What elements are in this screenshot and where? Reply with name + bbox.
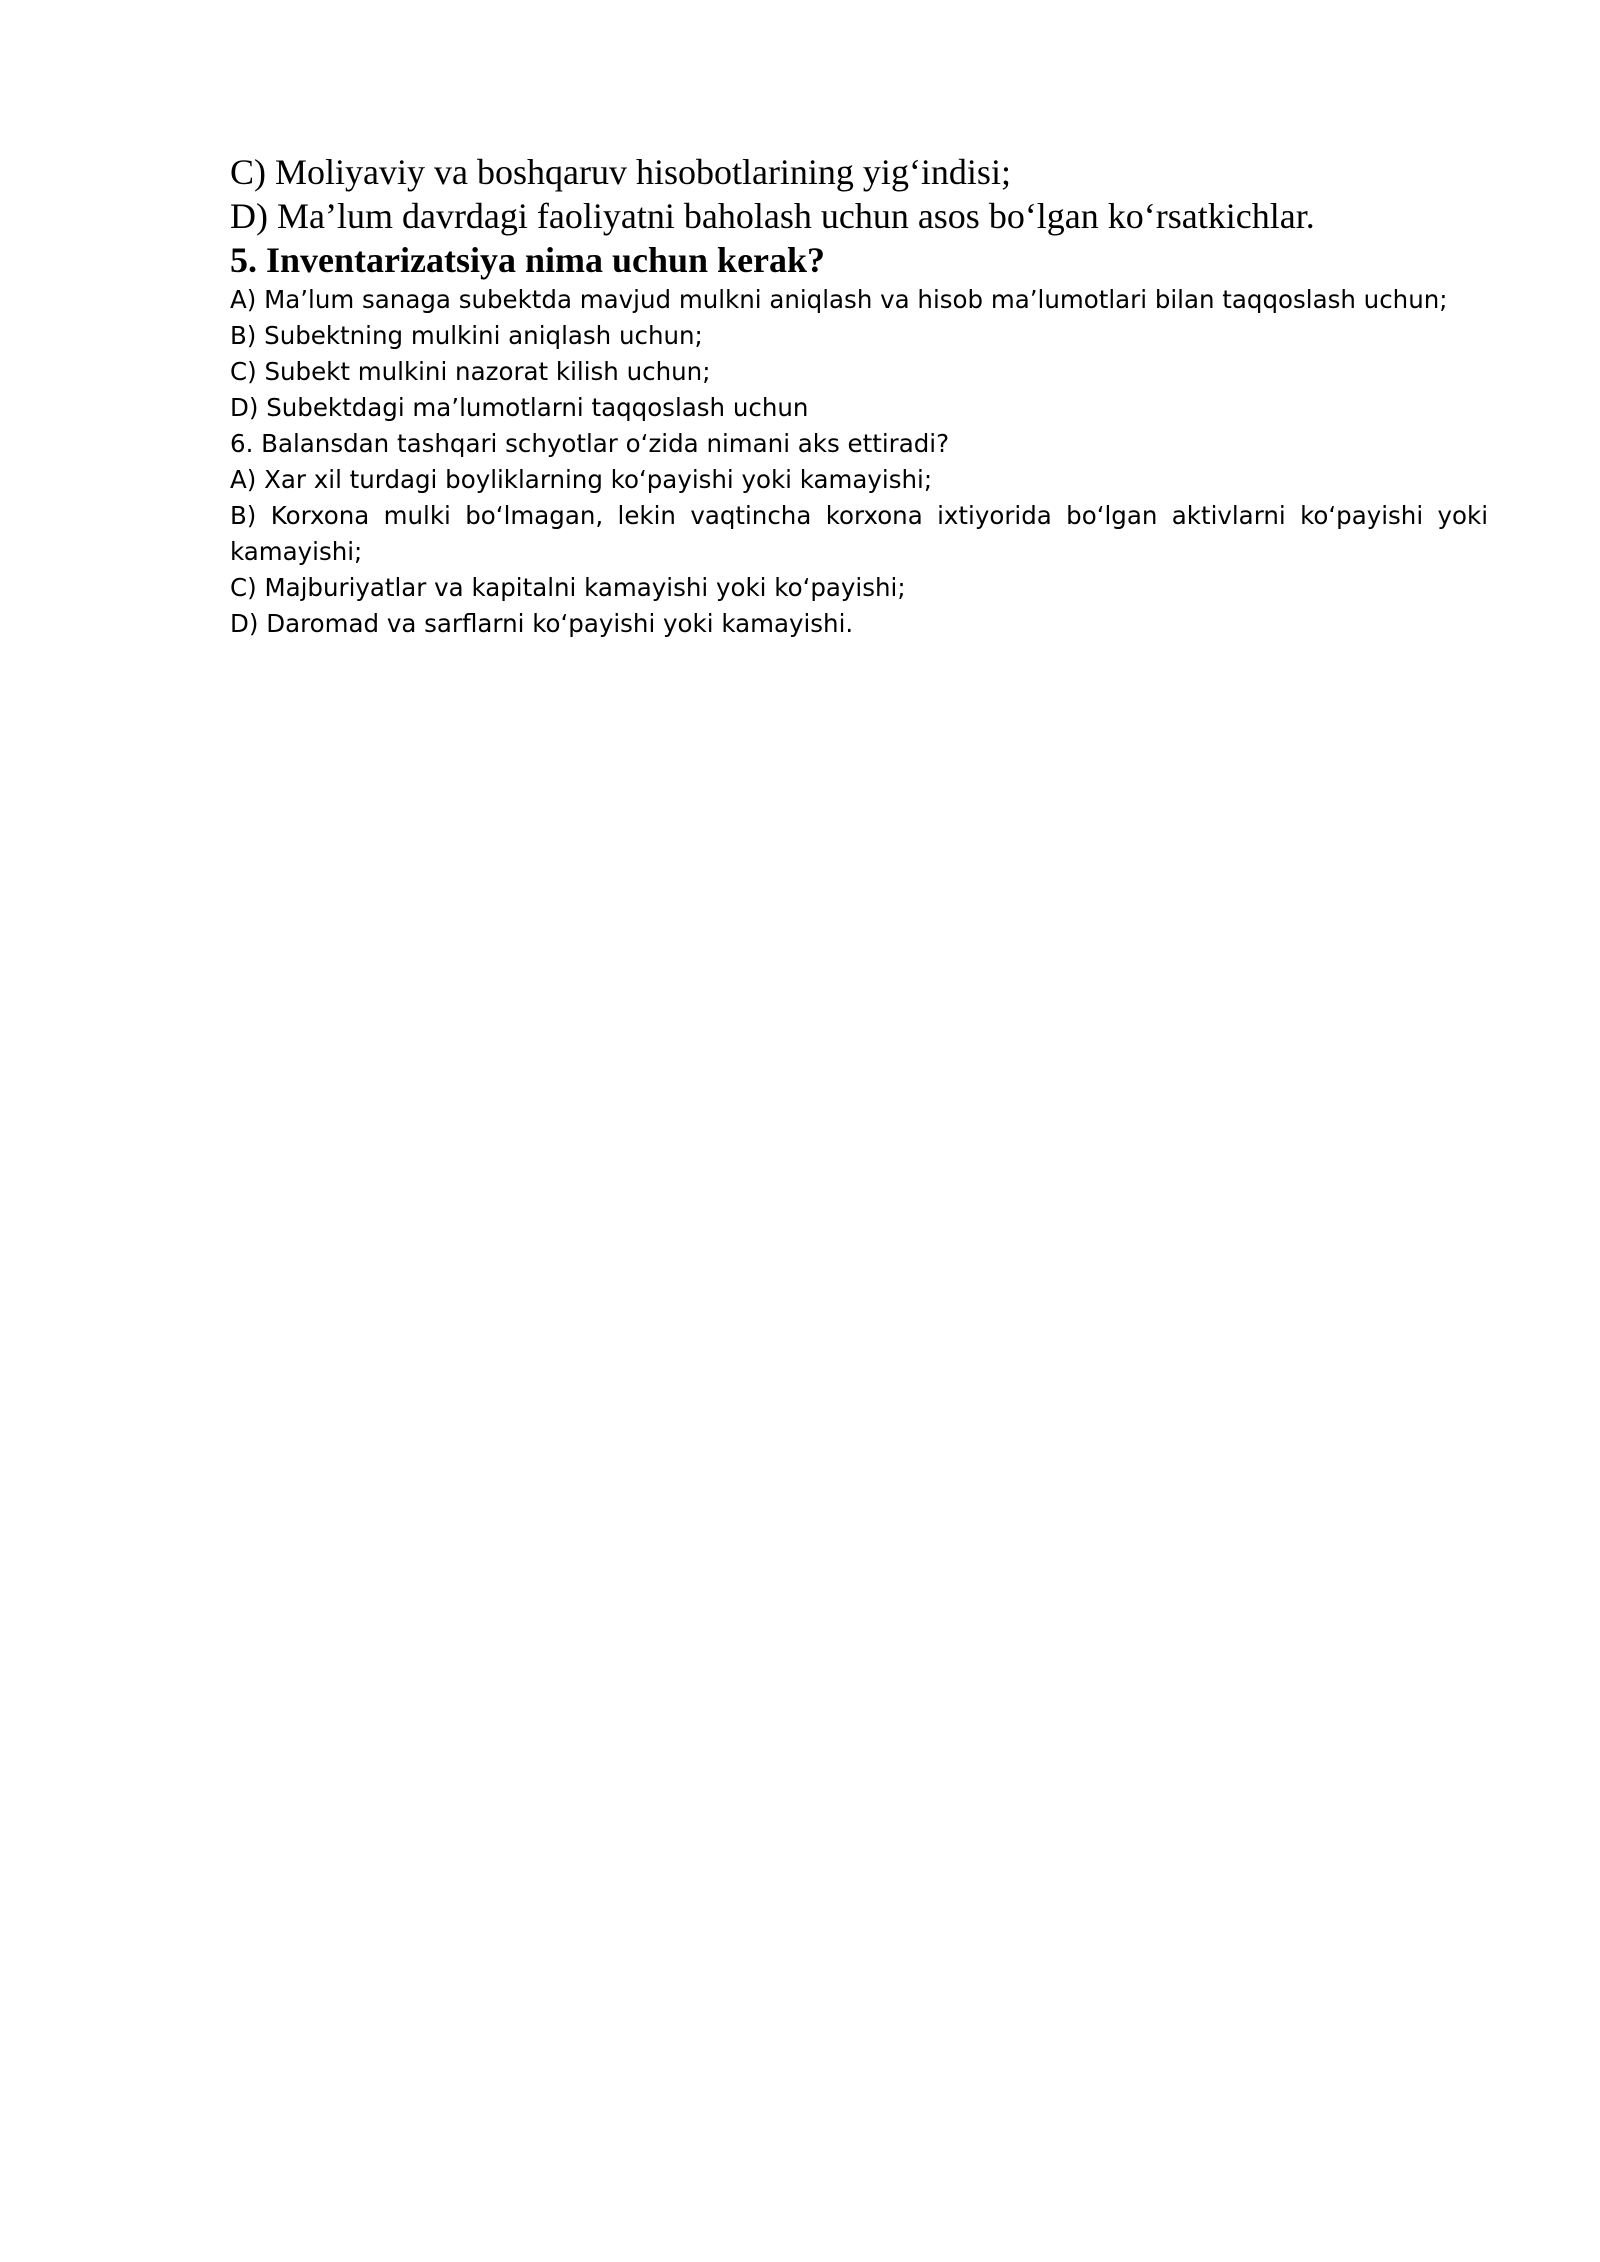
question-6-option-a: A) Xar xil turdagi boyliklarning ko‘payishi yoki kamayishi; [230,465,933,494]
question-5-heading: 5. Inventarizatsiya nima uchun kerak? [230,240,826,280]
question-5-option-b: B) Subektning mulkini aniqlash uchun; [230,321,703,350]
document-page [230,150,1488,642]
question-5-option-a: A) Ma’lum sanaga subektda mavjud mulkni aniqlash va hisob ma’lumotlari bilan taqqoslash uchun; [230,285,1448,314]
question-6-option-b: B) Korxona mulki bo‘lmagan, lekin vaqtincha korxona ixtiyorida bo‘lgan aktivlarni ko‘payishi yoki kamayishi; [230,501,1488,566]
answer-option-d: D) Ma’lum davrdagi faoliyatni baholash uchun asos bo‘lgan ko‘rsatkichlar. [230,196,1315,236]
question-6-option-d: D) Daromad va sarflarni ko‘payishi yoki kamayishi. [230,609,854,638]
question-5-option-d: D) Subektdagi ma’lumotlarni taqqoslash uchun [230,393,809,422]
answer-option-c: C) Moliyaviy va boshqaruv hisobotlarining yig‘indisi; [230,152,1011,192]
question-6-heading: 6. Balansdan tashqari schyotlar o‘zida nimani aks ettiradi? [230,429,950,458]
question-5-option-c: C) Subekt mulkini nazorat kilish uchun; [230,357,711,386]
question-6-option-c: C) Majburiyatlar va kapitalni kamayishi yoki ko‘payishi; [230,573,906,602]
